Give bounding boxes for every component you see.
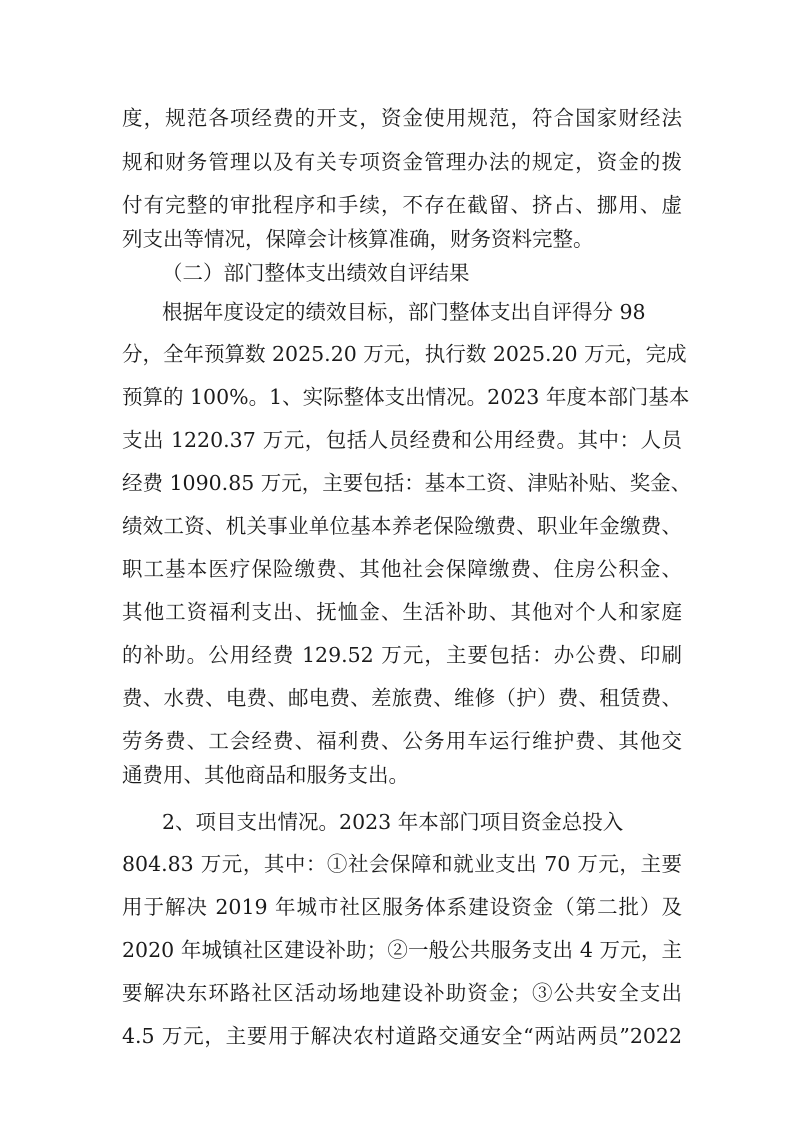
paragraph-line: 根据年度设定的绩效目标，部门整体支出自评得分 98 <box>162 300 646 324</box>
paragraph-line: 度，规范各项经费的开支，资金使用规范，符合国家财经法 <box>122 106 682 130</box>
paragraph-line: 2020 年城镇社区建设补助；②一般公共服务支出 4 万元，主 <box>122 938 682 962</box>
paragraph-line: 劳务费、工会经费、福利费、公务用车运行维护费、其他交 <box>122 729 682 753</box>
paragraph-line: 绩效工资、机关事业单位基本养老保险缴费、职业年金缴费、 <box>122 514 682 538</box>
paragraph-line: 付有完整的审批程序和手续，不存在截留、挤占、挪用、虚 <box>122 193 682 217</box>
paragraph-line: 2、项目支出情况。2023 年本部门项目资金总投入 <box>162 810 624 834</box>
paragraph-line: 804.83 万元，其中：①社会保障和就业支出 70 万元，主要 <box>122 852 682 876</box>
paragraph-line: 职工基本医疗保险缴费、其他社会保障缴费、住房公积金、 <box>122 557 682 581</box>
paragraph-line: 要解决东环路社区活动场地建设补助资金；③公共安全支出 <box>122 981 682 1005</box>
paragraph-line: 费、水费、电费、邮电费、差旅费、维修（护）费、租赁费、 <box>122 686 682 710</box>
paragraph-line: 用于解决 2019 年城市社区服务体系建设资金（第二批）及 <box>122 895 682 919</box>
paragraph-line: 分，全年预算数 2025.20 万元，执行数 2025.20 万元，完成 <box>122 342 687 366</box>
section-heading: （二）部门整体支出绩效自评结果 <box>162 261 470 285</box>
paragraph-line: 的补助。公用经费 129.52 万元，主要包括：办公费、印刷 <box>122 643 682 667</box>
paragraph-line: 4.5 万元，主要用于解决农村道路交通安全“两站两员”2022 <box>122 1024 682 1048</box>
paragraph-line: 支出 1220.37 万元，包括人员经费和公用经费。其中：人员 <box>122 428 682 452</box>
paragraph-line: 规和财务管理以及有关专项资金管理办法的规定，资金的拨 <box>122 150 682 174</box>
paragraph-line: 经费 1090.85 万元，主要包括：基本工资、津贴补贴、奖金、 <box>122 471 692 495</box>
paragraph-line: 其他工资福利支出、抚恤金、生活补助、其他对个人和家庭 <box>122 600 682 624</box>
paragraph-line: 预算的 100%。1、实际整体支出情况。2023 年度本部门基本 <box>122 385 690 409</box>
paragraph-line: 通费用、其他商品和服务支出。 <box>122 763 409 787</box>
paragraph-line: 列支出等情况，保障会计核算准确，财务资料完整。 <box>122 227 594 251</box>
